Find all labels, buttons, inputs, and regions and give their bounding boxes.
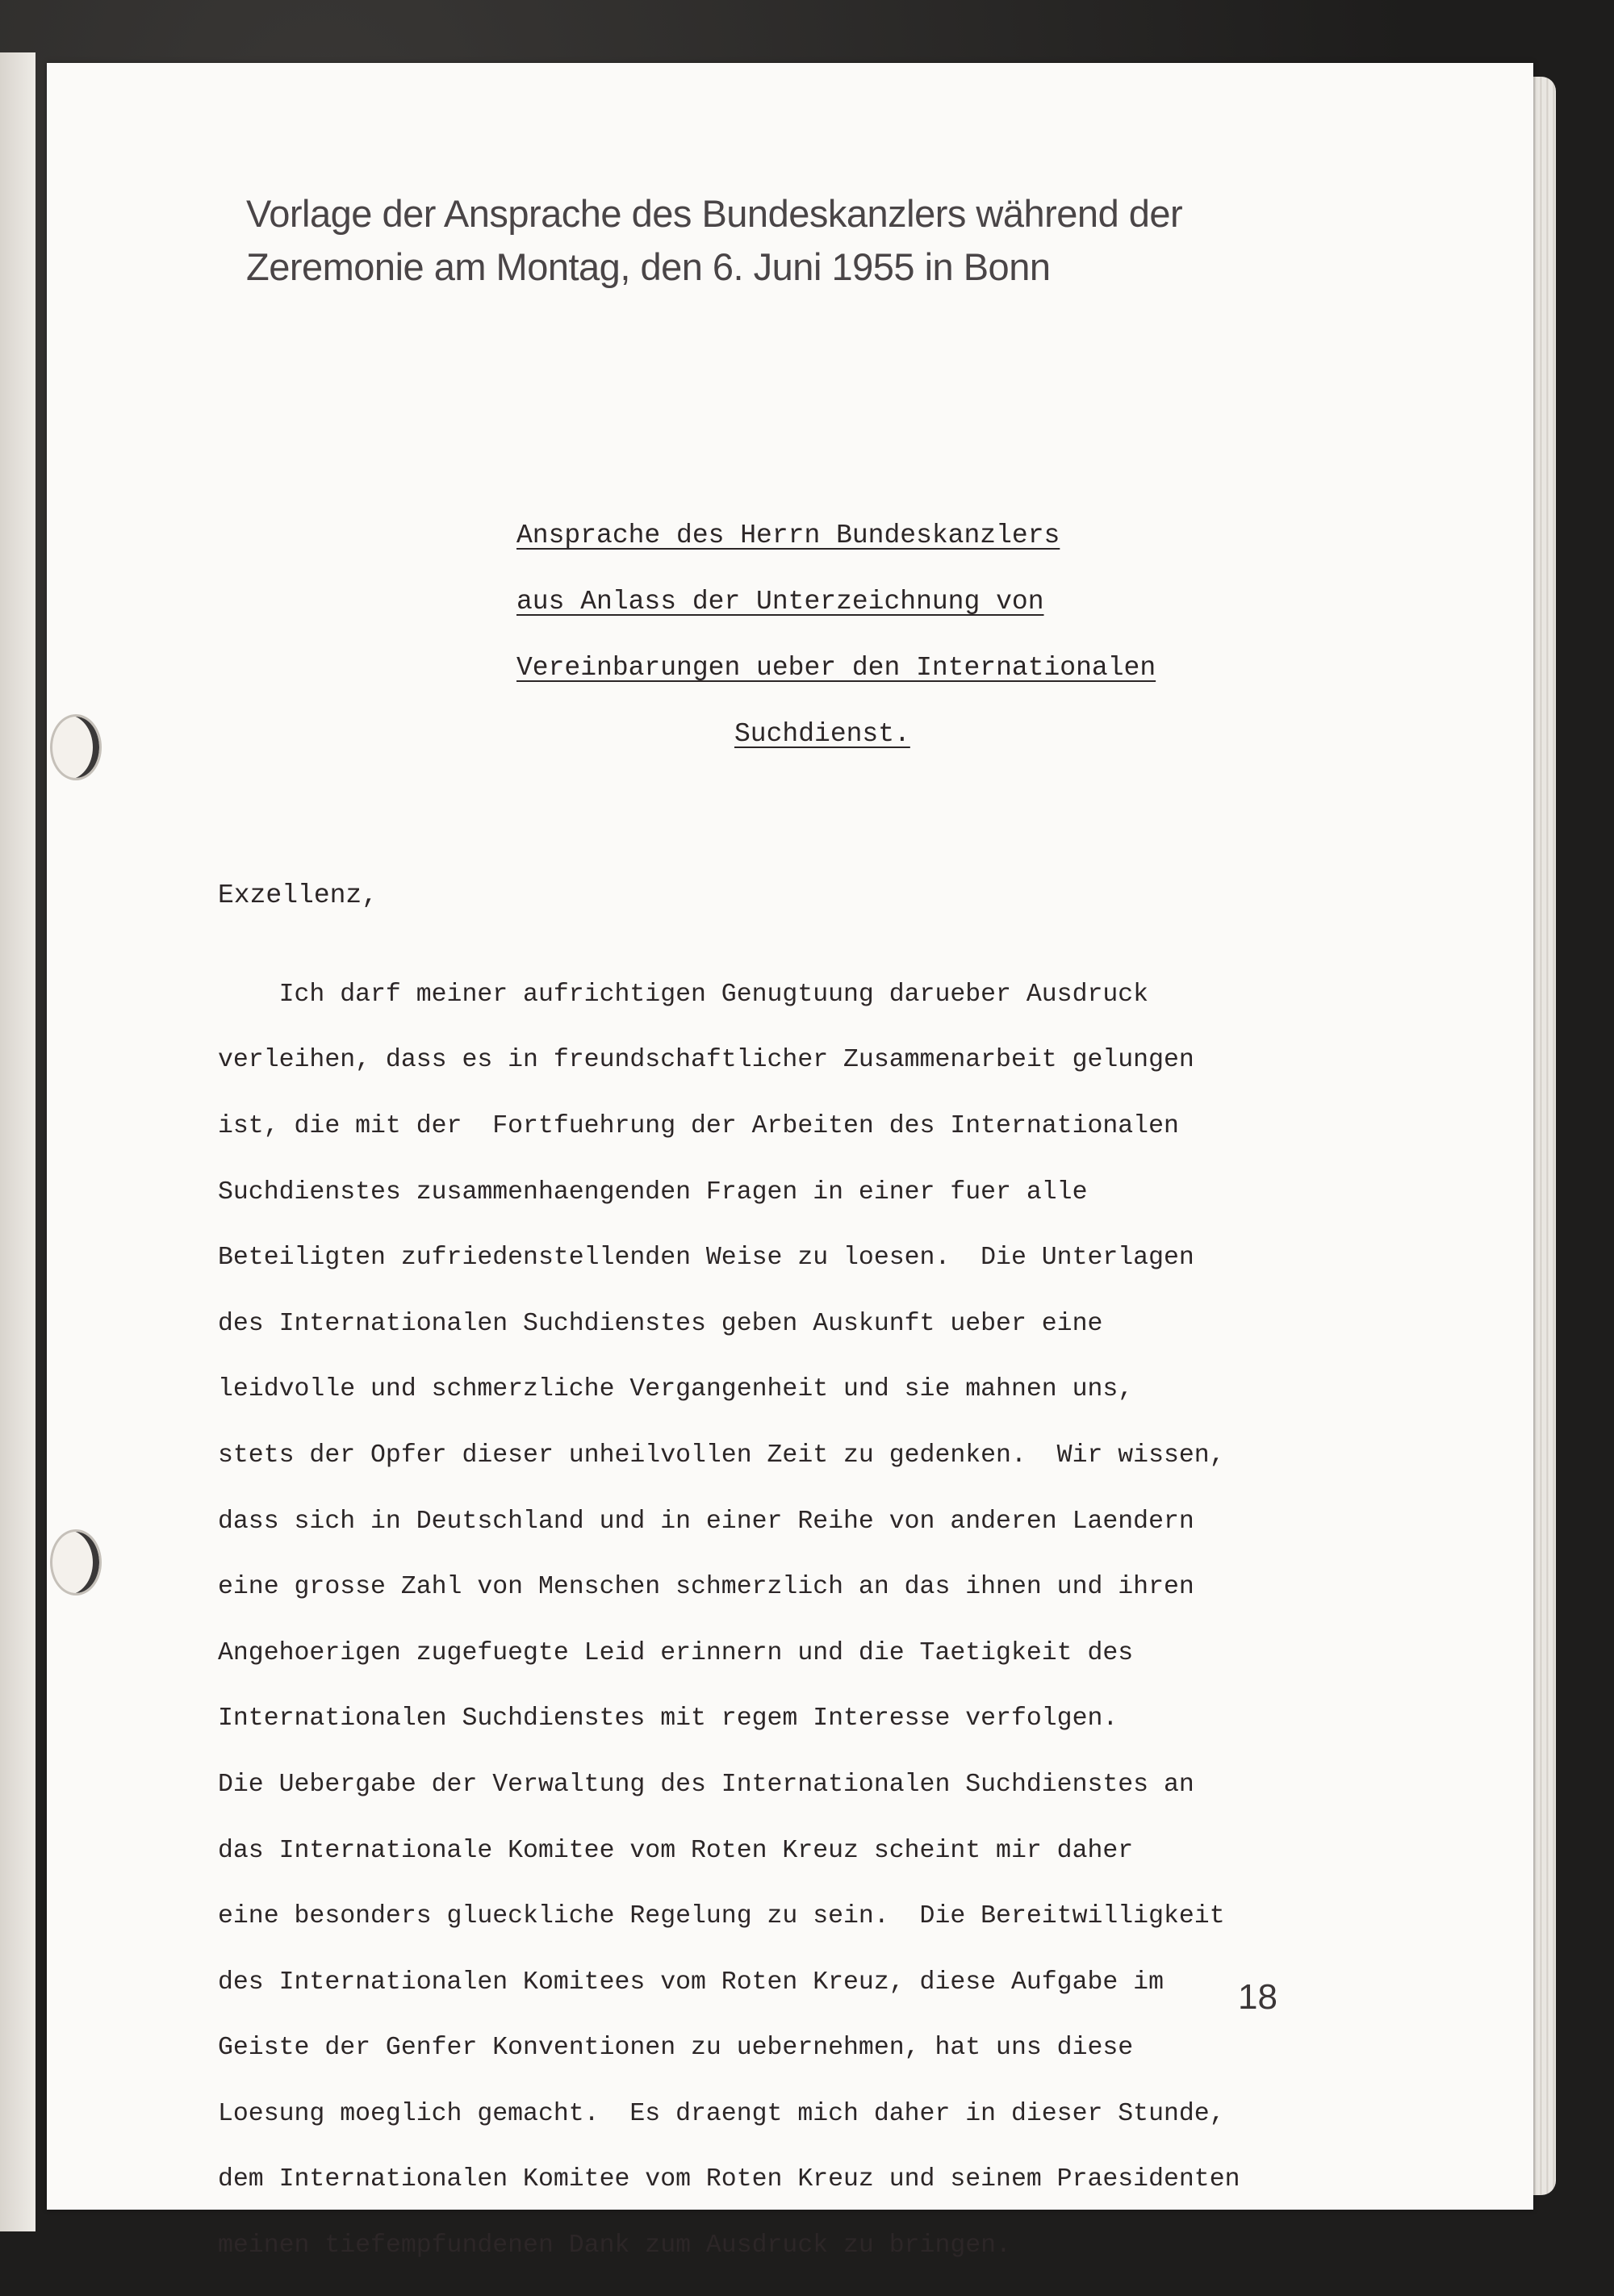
body-line: Angehoerigen zugefuegte Leid erinnern und die Taetigkeit des [218,1638,1134,1667]
page-number: 18 [1238,1977,1277,2017]
body-line: Beteiligten zufriedenstellenden Weise zu loesen. Die Unterlagen [218,1244,1194,1273]
body-line: dass sich in Deutschland und in einer Reihe von anderen Laendern [218,1507,1194,1536]
body-line: meinen tiefempfundenen Dank zum Ausdruck zu bringen. [218,2231,1011,2260]
punch-hole-bottom [50,1529,102,1595]
body-line: des Internationalen Suchdienstes geben Auskunft ueber eine [218,1309,1103,1338]
title-line-4: Suchdienst. [734,719,910,749]
body-line: eine grosse Zahl von Menschen schmerzlich an das ihnen und ihren [218,1573,1194,1602]
body-line: stets der Opfer dieser unheilvollen Zeit zu gedenken. Wir wissen, [218,1441,1225,1470]
body-line: Internationalen Suchdienstes mit regem Interesse verfolgen. [218,1704,1119,1734]
body-line: das Internationale Komitee vom Roten Kreuz scheint mir daher [218,1836,1134,1865]
body-paragraph [218,946,1428,2296]
body-line: Suchdienstes zusammenhaengenden Fragen in einer fuer alle [218,1177,1088,1207]
body-line: verleihen, dass es in freundschaftlicher Zusammenarbeit gelungen [218,1046,1194,1075]
header-note: Vorlage der Ansprache des Bundeskanzlers während der Zeremonie am Montag, den 6. Juni 1955 in Bonn [246,192,1183,288]
title-line-1: Ansprache des Herrn Bundeskanzlers [516,521,1060,550]
punch-hole-top [50,714,102,780]
title-line-3: Vereinbarungen ueber den Internationalen [516,653,1156,683]
body-line: Loesung moeglich gemacht. Es draengt mich daher in dieser Stunde, [218,2099,1225,2128]
body-line: Die Uebergabe der Verwaltung des Internationalen Suchdienstes an [218,1770,1194,1799]
body-line: eine besonders glueckliche Regelung zu sein. Die Bereitwilligkeit [218,1902,1225,1931]
body-line: Geiste der Genfer Konventionen zu uebernehmen, hat uns diese [218,2034,1134,2063]
body-line: Ich darf meiner aufrichtigen Genugtuung darueber Ausdruck [218,980,1149,1009]
body-line: ist, die mit der Fortfuehrung der Arbeiten des Internationalen [218,1111,1179,1140]
title-line-2: aus Anlass der Unterzeichnung von [516,587,1044,617]
body-line: leidvolle und schmerzliche Vergangenheit und sie mahnen uns, [218,1375,1134,1404]
salutation: Exzellenz, [218,880,378,910]
facing-page-edge [0,52,36,2231]
body-line: des Internationalen Komitees vom Roten Kreuz, diese Aufgabe im [218,1968,1164,1997]
body-line: dem Internationalen Komitee vom Roten Kreuz und seinem Praesidenten [218,2165,1240,2194]
